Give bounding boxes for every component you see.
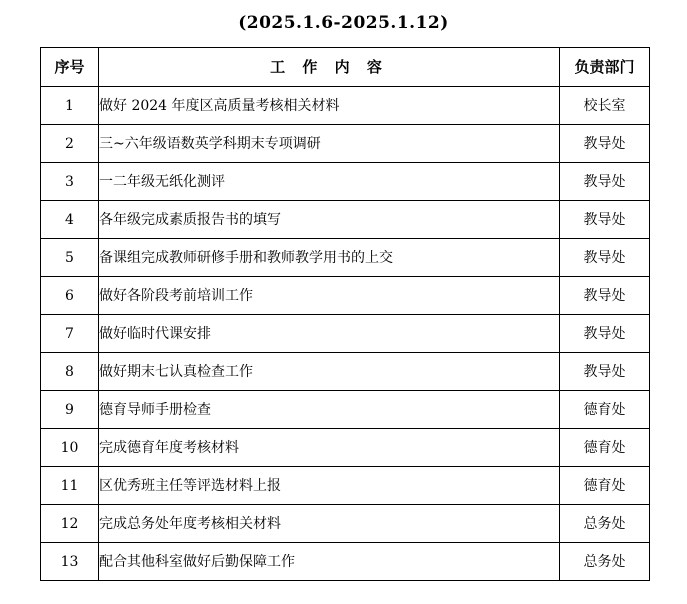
row-content: 完成德育年度考核材料 <box>99 429 560 467</box>
table-row <box>41 467 650 505</box>
header-no: 序号 <box>41 48 99 87</box>
row-content: 三~六年级语数英学科期末专项调研 <box>99 125 560 163</box>
row-no: 3 <box>41 163 99 201</box>
row-content: 完成总务处年度考核相关材料 <box>99 505 560 543</box>
table-row <box>41 201 650 239</box>
table-row <box>41 353 650 391</box>
row-no: 12 <box>41 505 99 543</box>
row-content: 一二年级无纸化测评 <box>99 163 560 201</box>
row-no: 4 <box>41 201 99 239</box>
row-content: 德育导师手册检查 <box>99 391 560 429</box>
header-content: 工 作 内 容 <box>99 48 560 87</box>
row-no: 7 <box>41 315 99 353</box>
table-row <box>41 391 650 429</box>
row-no: 1 <box>41 87 99 125</box>
row-no: 8 <box>41 353 99 391</box>
row-dept: 德育处 <box>560 429 650 467</box>
row-content: 配合其他科室做好后勤保障工作 <box>99 543 560 581</box>
table-row <box>41 429 650 467</box>
row-content: 各年级完成素质报告书的填写 <box>99 201 560 239</box>
table-row <box>41 125 650 163</box>
row-content: 做好期末七认真检查工作 <box>99 353 560 391</box>
table-header-row <box>41 48 650 87</box>
page-title: (2025.1.6-2025.1.12) <box>238 13 449 33</box>
table-row <box>41 163 650 201</box>
row-dept: 教导处 <box>560 201 650 239</box>
row-dept: 教导处 <box>560 315 650 353</box>
row-no: 9 <box>41 391 99 429</box>
table-row <box>41 87 650 125</box>
row-dept: 教导处 <box>560 163 650 201</box>
row-content: 做好 2024 年度区高质量考核相关材料 <box>99 87 560 125</box>
row-dept: 教导处 <box>560 353 650 391</box>
row-no: 6 <box>41 277 99 315</box>
work-schedule-table <box>40 47 650 581</box>
header-dept: 负责部门 <box>560 48 650 87</box>
row-content: 区优秀班主任等评选材料上报 <box>99 467 560 505</box>
row-dept: 教导处 <box>560 125 650 163</box>
row-content: 备课组完成教师研修手册和教师教学用书的上交 <box>99 239 560 277</box>
row-no: 13 <box>41 543 99 581</box>
row-dept: 教导处 <box>560 277 650 315</box>
table-row <box>41 543 650 581</box>
row-content: 做好临时代课安排 <box>99 315 560 353</box>
row-dept: 总务处 <box>560 543 650 581</box>
row-no: 11 <box>41 467 99 505</box>
row-content: 做好各阶段考前培训工作 <box>99 277 560 315</box>
table-row <box>41 315 650 353</box>
row-dept: 总务处 <box>560 505 650 543</box>
row-no: 10 <box>41 429 99 467</box>
row-no: 5 <box>41 239 99 277</box>
row-dept: 德育处 <box>560 391 650 429</box>
row-dept: 校长室 <box>560 87 650 125</box>
table-row <box>41 239 650 277</box>
table-row <box>41 505 650 543</box>
table-row <box>41 277 650 315</box>
row-dept: 德育处 <box>560 467 650 505</box>
row-no: 2 <box>41 125 99 163</box>
row-dept: 教导处 <box>560 239 650 277</box>
